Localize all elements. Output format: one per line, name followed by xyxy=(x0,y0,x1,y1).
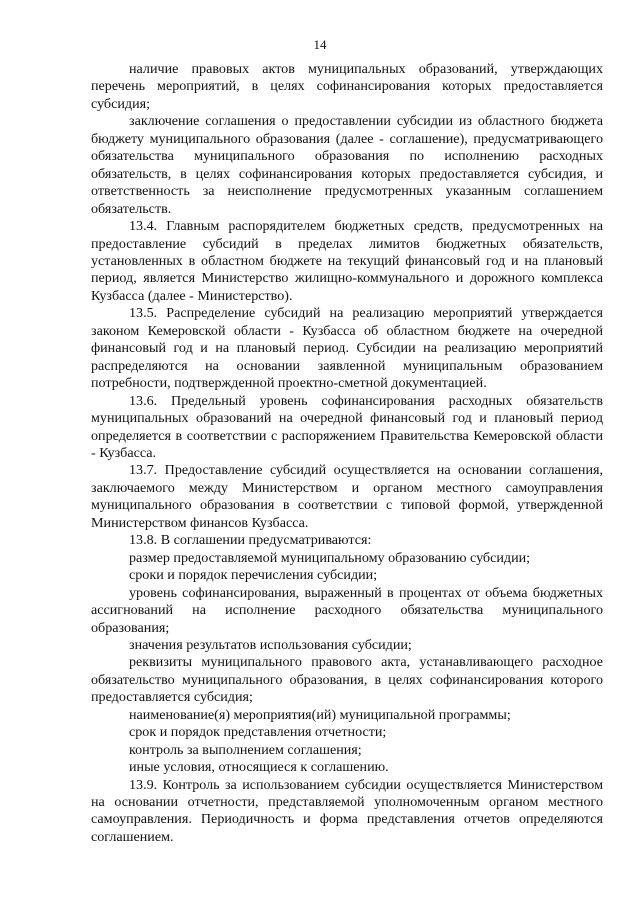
paragraph: 13.6. Предельный уровень софинансирования расходных обязательств муниципальных образований на очередной финансовый год и плановый период определяется в соответствии с распоряжением Правительства Кемеровской области - Кузбасса. xyxy=(91,392,603,461)
paragraph: 13.7. Предоставление субсидий осуществляется на основании соглашения, заключаемого между Министерством и органом местного самоуправления муниципального образования в соответствии с типовой формой, утвержденной Министерством финансов Кузбасса. xyxy=(91,462,603,531)
page-number: 14 xyxy=(313,37,327,52)
paragraph: 13.8. В соглашении предусматриваются: xyxy=(129,532,372,549)
paragraph: иные условия, относящиеся к соглашению. xyxy=(129,759,389,776)
paragraph: заключение соглашения о предоставлении субсидии из областного бюджета бюджету муниципального образования (далее - соглашение), предусматривающего обязательства муниципального образования по исполнению расходных обязательств, в целях софинансирования которых предоставляется субсидия, и ответственность за неисполнение предусмотренных указанным соглашением обязательств. xyxy=(91,113,603,217)
paragraph: сроки и порядок перечисления субсидии; xyxy=(129,567,378,584)
paragraph: наличие правовых актов муниципальных образований, утверждающих перечень мероприятий, в целях софинансирования которых предоставляется субсидия; xyxy=(91,61,603,112)
paragraph: 13.5. Распределение субсидий на реализацию мероприятий утверждается законом Кемеровской области - Кузбасса об областном бюджете на очередной финансовый год и на плановый период. Субсидии на реализацию мероприятий распределяются на основании заявленной муниципальным образованием потребности, подтвержденной проектно-сметной документацией. xyxy=(91,305,603,392)
document-body xyxy=(91,61,603,846)
paragraph: уровень софинансирования, выраженный в процентах от объема бюджетных ассигнований на исполнение расходного обязательства муниципального образования; xyxy=(91,584,603,636)
paragraph: наименование(я) мероприятия(ий) муниципальной программы; xyxy=(129,706,511,723)
paragraph: 13.9. Контроль за использованием субсидии осуществляется Министерством на основании отчетности, представляемой уполномоченным органом местного самоуправления. Периодичность и форма представления отчетов определяются соглашением. xyxy=(91,776,603,845)
paragraph: контроль за выполнением соглашения; xyxy=(129,741,362,758)
paragraph: реквизиты муниципального правового акта, устанавливающего расходное обязательство муниципального образования, в целях софинансирования которого предоставляется субсидия; xyxy=(91,654,603,706)
paragraph: размер предоставляемой муниципальному образованию субсидии; xyxy=(129,549,531,566)
paragraph: значения результатов использования субсидии; xyxy=(129,636,412,653)
paragraph: 13.4. Главным распорядителем бюджетных средств, предусмотренных на предоставление субсидий в пределах лимитов бюджетных обязательств, установленных в областном бюджете на текущий финансовый год и на плановый период, является Министерство жилищно-коммунального и дорожного комплекса Кузбасса (далее - Министерство). xyxy=(91,218,603,304)
paragraph: срок и порядок представления отчетности; xyxy=(129,724,387,741)
